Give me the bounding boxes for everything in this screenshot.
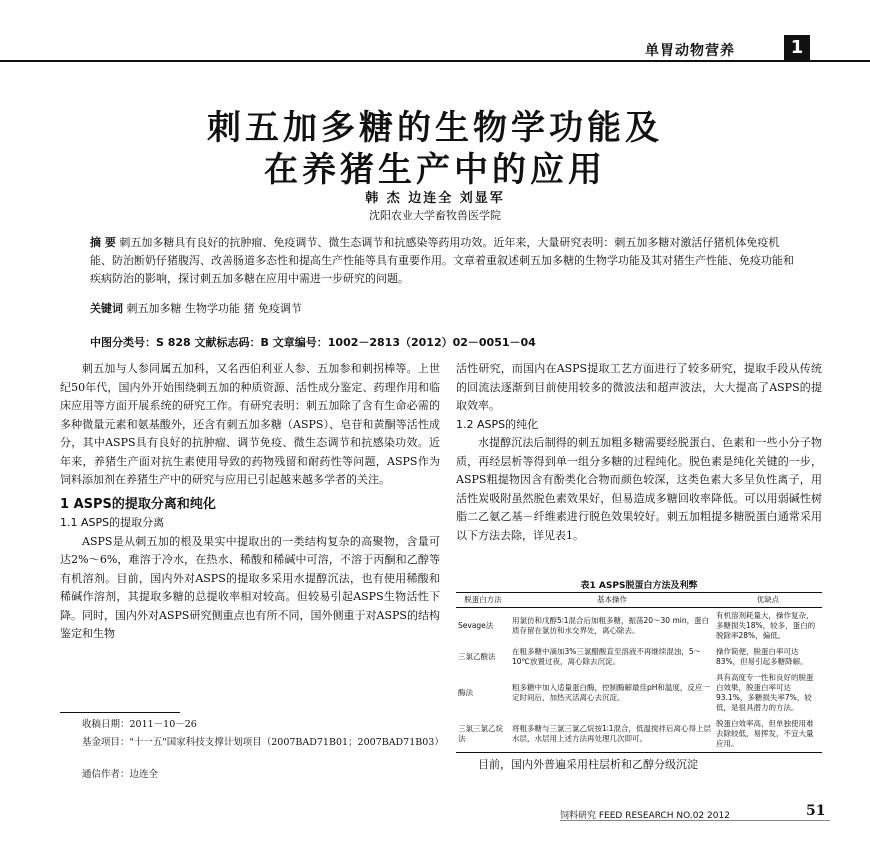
table-cell: 操作简便，脱蛋白率可达83%，但易引起多糖降解。 <box>716 647 808 666</box>
paragraph-continued: 活性研究，而国内在ASPS提取工艺方面进行了较多研究，提取手段从传统的回流法逐渐到目前使用较多的微波法和超声波法，大大提高了ASPS的提取效率。 <box>456 362 822 412</box>
table-cell: 有机溶剂耗量大，操作复杂，多糖损失18%，较多，蛋白的脱除率28%，偏低。 <box>716 611 816 640</box>
left-column <box>60 360 440 644</box>
table-header: 优缺点 <box>714 593 822 608</box>
title-line-2: 在养猪生产中的应用 <box>264 150 606 190</box>
paragraph-after-table: 目前，国内外普遍采用柱层析和乙醇分级沉淀 <box>478 758 698 771</box>
table-header: 基本操作 <box>510 593 714 608</box>
table-cell: 三氯乙酸法 <box>458 652 496 661</box>
paragraph-1-2: 水提醇沉法后制得的刺五加粗多糖需要经脱蛋白、色素和一些小分子物质，再经层析等得到单一组分多糖的过程纯化。脱色素是纯化关键的一步，ASPS粗提物因含有酚类化合物而颜色较深，这类色素大多呈负性离子，用活性炭吸附虽然脱色素效果好，但易造成多糖回收率降低。可以用弱碱性树脂二乙氨乙基－纤维素进行脱色效果较好。刺五加粗提多糖脱蛋白通常采用以下方法去除，详见表1。 <box>456 436 822 542</box>
table-cell: 脱蛋白效率高，但单独使用难去除较低，易挥发，不宜大量应用。 <box>714 716 822 753</box>
table-cell: 用氯仿和戊醇5∶1混合后加粗多糖，振荡20～30 min，蛋白质存留在氯仿和水交界处，离心除去。 <box>512 616 710 635</box>
table-row <box>456 644 822 670</box>
table-cell: 三氯三氯乙烷法 <box>456 716 510 753</box>
table-header: 脱蛋白方法 <box>456 593 510 608</box>
section-header: 单胃动物营养 <box>645 43 735 59</box>
footnote-contact: 通信作者：边连全 <box>82 769 159 780</box>
affiliation: 沈阳农业大学畜牧兽医学院 <box>369 209 501 222</box>
title-line-1: 刺五加多糖的生物学功能及 <box>207 108 663 148</box>
keywords-label: 关键词 <box>90 302 123 315</box>
footnote-rule <box>60 712 180 713</box>
paragraph-1-1: ASPS是从刺五加的根及果实中提取出的一类结构复杂的高聚物，含量可达2%～6%，难溶于冷水，在热水、稀酸和稀碱中可溶，不溶于丙酮和乙醇等有机溶剂。目前，国内外对ASPS的提取多采用水提醇沉法，也有使用稀酸和稀碱作溶剂，其提取多糖的总提收率相对较高。但较易引起ASPS生物活性下降。同时，国内外对ASPS研究侧重点也有所不同，国外侧重于对ASPS的结构鉴定和生物 <box>60 534 440 640</box>
page-number: 51 <box>806 803 826 819</box>
table-row <box>456 608 822 645</box>
abstract-label: 摘 要 <box>90 236 116 249</box>
authors: 韩 杰 边连全 刘显军 <box>365 191 505 206</box>
keywords-text: 刺五加多糖 生物学功能 猪 免疫调节 <box>126 302 302 315</box>
deproteinization-table <box>456 592 822 753</box>
subsection-heading-1-2: 1.2 ASPS的纯化 <box>456 417 539 431</box>
section-heading-1: 1 ASPS的提取分离和纯化 <box>60 496 216 512</box>
header-rule <box>0 60 870 62</box>
right-column <box>456 360 822 545</box>
table-cell: 将粗多糖与三氯三氯乙烷按1∶1混合，低温搅拌后离心得上层水层，水层用上述方法再处理几次即可。 <box>510 716 714 753</box>
table-cell: 具有高度专一性和良好的脱蛋白效果，脱蛋白率可达93.1%，多糖损失率7%，较低，是很具潜力的方法。 <box>716 673 814 712</box>
table-cell: 酶法 <box>458 688 473 697</box>
journal-footer: 饲料研究 FEED RESEARCH NO.02 2012 <box>560 811 730 821</box>
footnote-fund: 基金项目："十一五"国家科技支撑计划项目（2007BAD71B01；2007BAD71B03） <box>82 737 444 748</box>
table-row <box>456 716 822 753</box>
table-row <box>456 670 822 716</box>
section-marker: 1 <box>784 35 810 61</box>
keywords <box>90 300 796 316</box>
table-caption: 表1 ASPS脱蛋白方法及利弊 <box>580 581 698 591</box>
intro-paragraph: 刺五加与人参同属五加科，又名西伯利亚人参、五加参和刺拐棒等。上世纪50年代，国内外开始围绕刺五加的种质资源、活性成分鉴定、药理作用和临床应用等方面开展系统的研究工作。有研究表明：刺五加除了含有生命必需的多种微量元素和氨基酸外，还含有刺五加多糖（ASPS）、皂苷和黄酮等活性成分，其中ASPS具有良好的抗肿瘤、调节免疫、微生态调节和抗感染功效。近年来，养猪生产面对抗生素使用导致的药物残留和耐药性等问题，ASPS作为饲料添加剂在养猪生产中的研究与应用已引起越来越多学者的关注。 <box>60 362 440 486</box>
table-cell: Sevage法 <box>458 621 494 630</box>
footnote-received: 收稿日期：2011－10－26 <box>82 719 197 730</box>
table-cell: 粗多糖中加入适量蛋白酶，控制酶解最佳pH和温度，反应一定时间后，加热灭活离心去沉淀。 <box>512 683 710 702</box>
abstract <box>90 234 796 288</box>
table-cell: 在粗多糖中滴加3%三氯醋酸直至溶液不再继续混浊，5～10℃放置过夜，离心除去沉淀。 <box>512 647 702 666</box>
abstract-text: 刺五加多糖具有良好的抗肿瘤、免疫调节、微生态调节和抗感染等药用功效。近年来，大量研究表明：刺五加多糖对激活仔猪机体免疫机能、防治断奶仔猪腹泻、改善肠道多态性和提高生产性能等具有重要作用。文章着重叙述刺五加多糖的生物学功能及其对猪生产性能、免疫功能和疾病防治的影响，探讨刺五加多糖在应用中需进一步研究的问题。 <box>90 236 794 285</box>
classification-line: 中图分类号：S 828 文献标志码：B 文章编号：1002－2813（2012）02－0051－04 <box>90 336 536 349</box>
subsection-heading-1-1: 1.1 ASPS的提取分离 <box>60 516 165 529</box>
